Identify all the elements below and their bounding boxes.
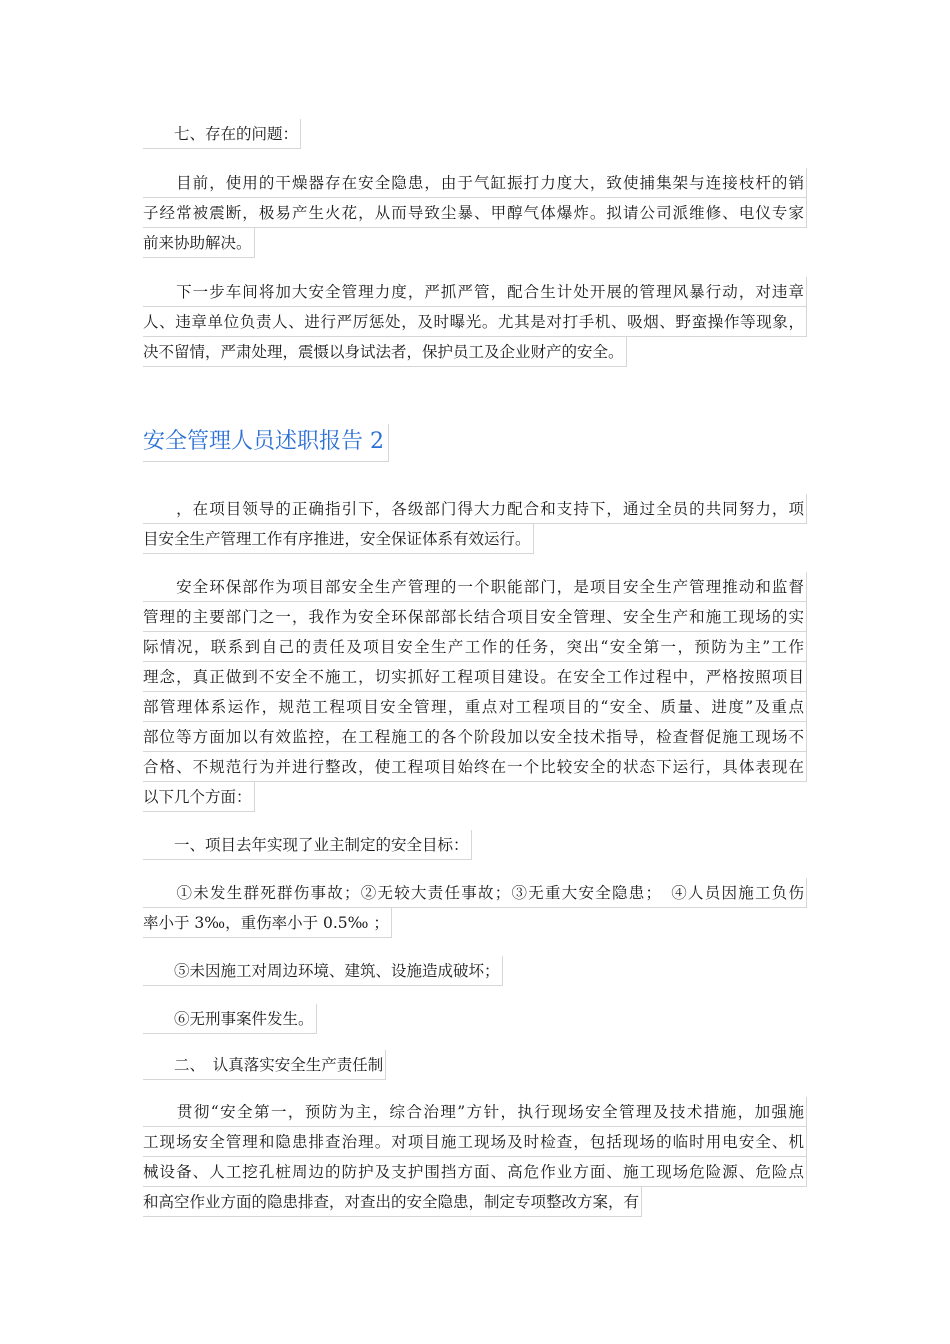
paragraph-line: 目前，使用的干燥器存在安全隐患，由于气缸振打力度大，致使捕集架与连接枝杆的销 bbox=[143, 168, 807, 198]
paragraph-line: 管理的主要部门之一，我作为安全环保部部长结合项目安全管理、安全生产和施工现场的实 bbox=[143, 602, 807, 632]
paragraph-line: 理念，真正做到不安全不施工，切实抓好工程项目建设。在安全工作过程中，严格按照项目 bbox=[143, 662, 807, 692]
paragraph-line: 下一步车间将加大安全管理力度，严抓严管，配合生计处开展的管理风暴行动，对违章 bbox=[143, 277, 807, 307]
paragraph-line: ⑤未因施工对周边环境、建筑、设施造成破坏； bbox=[143, 956, 503, 986]
subsection-title: 一、项目去年实现了业主制定的安全目标： bbox=[143, 830, 472, 860]
paragraph-line: ，在项目领导的正确指引下，各级部门得大力配合和支持下，通过全员的共同努力，项 bbox=[143, 494, 807, 524]
paragraph-line: 决不留情，严肃处理，震慑以身试法者，保护员工及企业财产的安全。 bbox=[143, 337, 627, 367]
paragraph-line: 前来协助解决。 bbox=[143, 228, 255, 258]
section-title: 七、存在的问题： bbox=[143, 119, 301, 149]
paragraph-line: 部管理体系运作，规范工程项目安全管理，重点对工程项目的“安全、质量、进度”及重点 bbox=[143, 692, 807, 722]
paragraph-line: 率小于 3‰，重伤率小于 0.5‰ ； bbox=[143, 908, 392, 938]
paragraph-line: 部位等方面加以有效监控，在工程施工的各个阶段加以安全技术指导，检查督促施工现场不 bbox=[143, 722, 807, 752]
report-heading: 安全管理人员述职报告 2 bbox=[143, 424, 389, 462]
paragraph-line: 和高空作业方面的隐患排查，对查出的安全隐患，制定专项整改方案，有 bbox=[143, 1187, 642, 1217]
paragraph-line: 目安全生产管理工作有序推进，安全保证体系有效运行。 bbox=[143, 524, 534, 554]
paragraph-line: ⑥无刑事案件发生。 bbox=[143, 1004, 317, 1034]
paragraph-line: 际情况，联系到自己的责任及项目安全生产工作的任务，突出“安全第一，预防为主”工作 bbox=[143, 632, 807, 662]
paragraph-line: 合格、不规范行为并进行整改，使工程项目始终在一个比较安全的状态下运行，具体表现在 bbox=[143, 752, 807, 782]
paragraph-line: 人、违章单位负责人、进行严厉惩处，及时曝光。尤其是对打手机、吸烟、野蛮操作等现象， bbox=[143, 307, 807, 337]
paragraph-line: 工现场安全管理和隐患排查治理。对项目施工现场及时检查，包括现场的临时用电安全、机 bbox=[143, 1127, 807, 1157]
paragraph-line: 子经常被震断，极易产生火花，从而导致尘暴、甲醇气体爆炸。拟请公司派维修、电仪专家 bbox=[143, 198, 807, 228]
subsection-title: 二、 认真落实安全生产责任制 bbox=[143, 1050, 386, 1080]
paragraph-line: 贯彻“安全第一，预防为主，综合治理”方针，执行现场安全管理及技术措施，加强施 bbox=[143, 1097, 807, 1127]
paragraph-line: 以下几个方面： bbox=[143, 782, 255, 812]
paragraph-line: ①未发生群死群伤事故；②无较大责任事故；③无重大安全隐患； ④人员因施工负伤 bbox=[143, 878, 807, 908]
paragraph-line: 安全环保部作为项目部安全生产管理的一个职能部门，是项目安全生产管理推动和监督 bbox=[143, 572, 807, 602]
paragraph-line: 械设备、人工挖孔桩周边的防护及支护围挡方面、高危作业方面、施工现场危险源、危险点 bbox=[143, 1157, 807, 1187]
